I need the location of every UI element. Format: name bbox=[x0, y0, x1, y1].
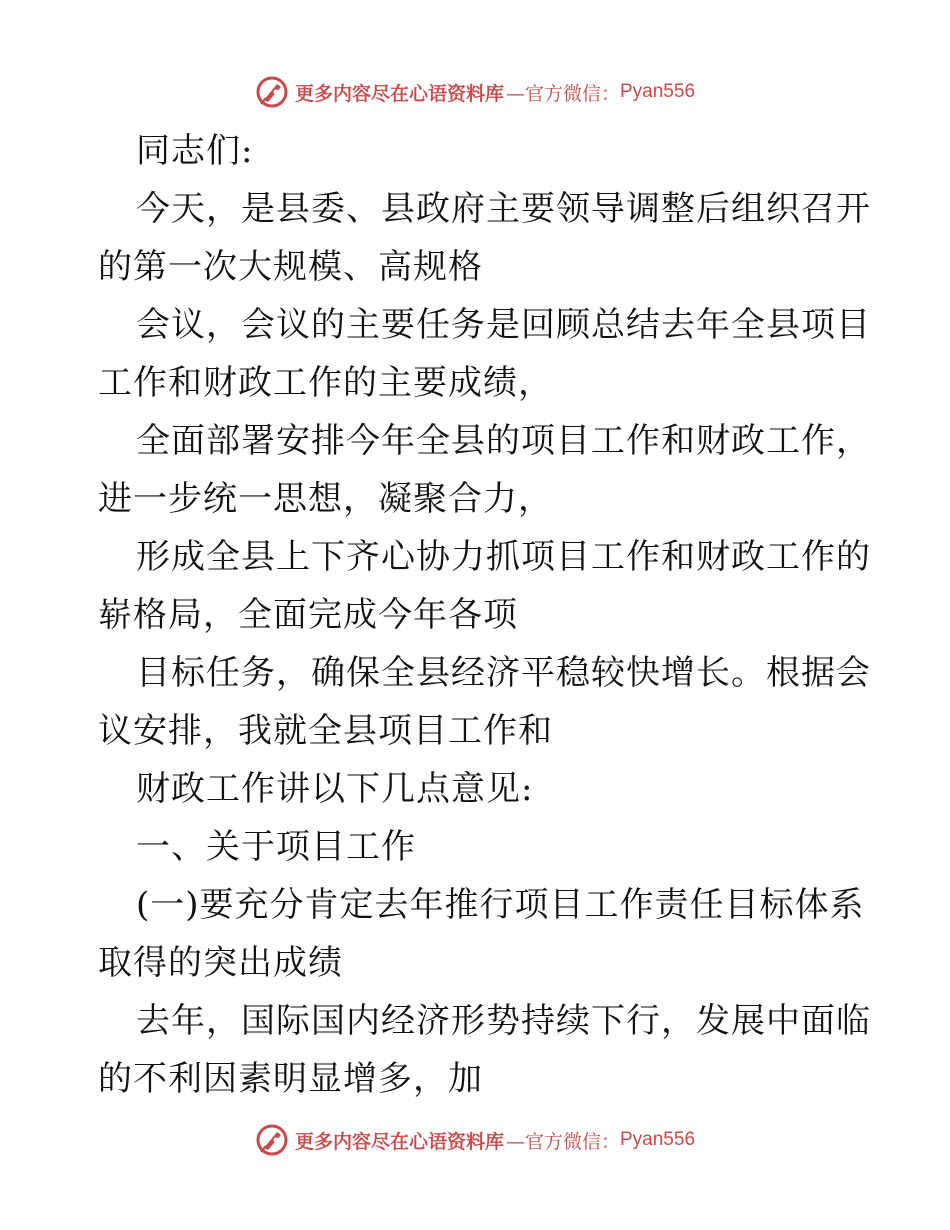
paragraph-line: 财政工作讲以下几点意见: bbox=[136, 769, 534, 809]
paragraph-line: 的不利因素明显增多，加 bbox=[98, 1059, 483, 1099]
banner-wechat-id: Pyan556 bbox=[620, 1129, 696, 1150]
quill-pen-logo-icon bbox=[255, 1123, 289, 1157]
paragraph-line: 议安排，我就全县项目工作和 bbox=[98, 711, 553, 751]
quill-pen-logo-icon bbox=[255, 75, 289, 109]
paragraph-line: 形成全县上下齐心协力抓项目工作和财政工作的 bbox=[136, 537, 871, 577]
paragraph-line: 崭格局，全面完成今年各项 bbox=[98, 595, 518, 635]
paragraph-line: 全面部署安排今年全县的项目工作和财政工作， bbox=[136, 421, 871, 461]
paragraph-line: 会议，会议的主要任务是回顾总结去年全县项目 bbox=[136, 305, 871, 345]
document-body bbox=[98, 122, 871, 1108]
banner-separator: —官方微信： bbox=[505, 82, 620, 105]
paragraph-line: 的第一次大规模、高规格 bbox=[98, 247, 483, 287]
banner-title: 更多内容尽在心语资料库 bbox=[294, 82, 504, 105]
paragraph-line: 目标任务，确保全县经济平稳较快增长。根据会 bbox=[136, 653, 871, 693]
banner-title: 更多内容尽在心语资料库 bbox=[294, 1130, 504, 1153]
paragraph-line: 去年，国际国内经济形势持续下行，发展中面临 bbox=[136, 1001, 871, 1041]
salutation: 同志们: bbox=[136, 131, 254, 171]
subsection-heading-continued: 取得的突出成绩 bbox=[98, 943, 343, 983]
footer-banner bbox=[0, 1118, 950, 1162]
paragraph-line: 今天，是县委、县政府主要领导调整后组织召开 bbox=[136, 189, 871, 229]
subsection-heading: (一)要充分肯定去年推行项目工作责任目标体系 bbox=[136, 885, 865, 925]
banner-separator: —官方微信： bbox=[505, 1130, 620, 1153]
banner-wechat-id: Pyan556 bbox=[620, 81, 696, 102]
paragraph-line: 工作和财政工作的主要成绩， bbox=[98, 363, 553, 403]
paragraph-line: 进一步统一思想，凝聚合力， bbox=[98, 479, 553, 519]
section-heading: 一、关于项目工作 bbox=[136, 827, 416, 867]
header-banner bbox=[0, 70, 950, 114]
